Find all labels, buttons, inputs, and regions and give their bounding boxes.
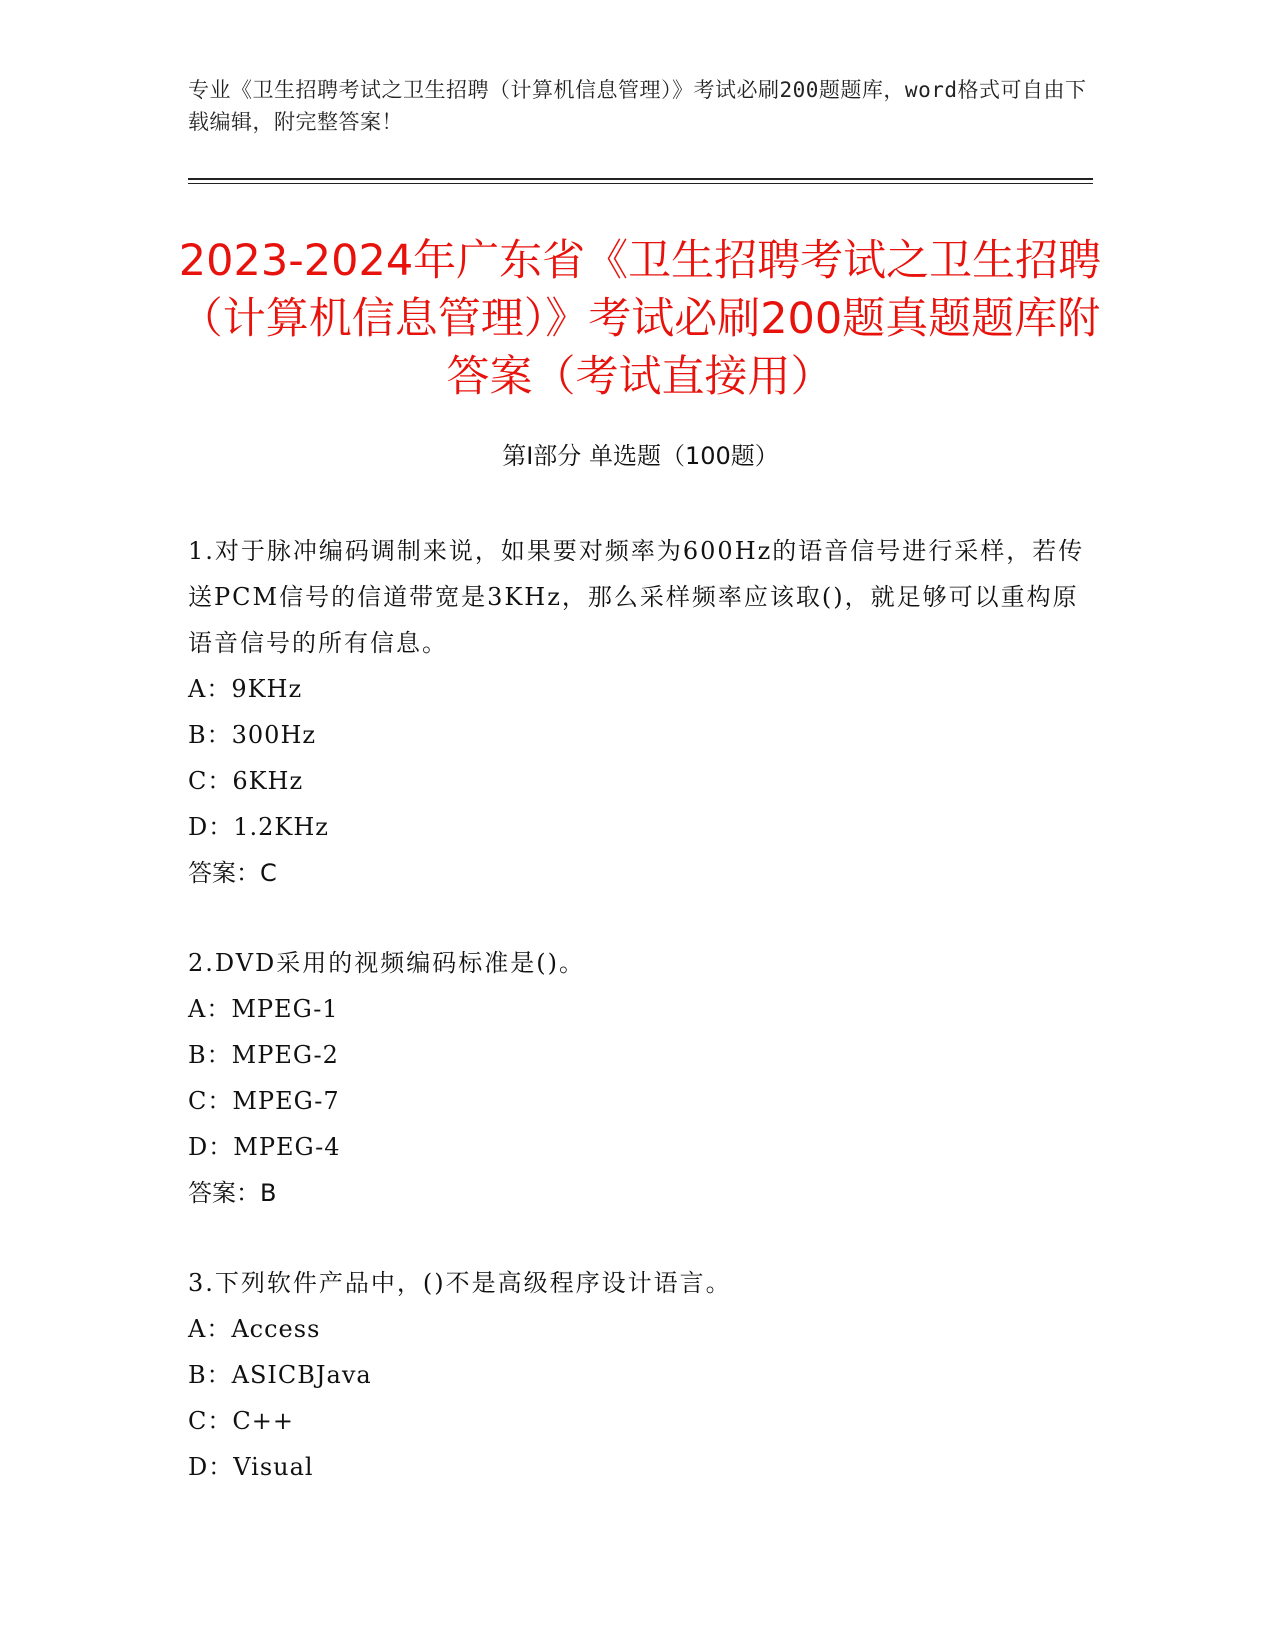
option-b: B：MPEG-2	[188, 1041, 339, 1069]
option-a: A：9KHz	[188, 675, 303, 703]
answer-text: 答案：B	[188, 1179, 277, 1207]
question-item	[188, 1260, 1093, 1490]
option-c: C：6KHz	[188, 767, 304, 795]
option-c: C：MPEG-7	[188, 1087, 340, 1115]
header-rule-bottom	[188, 183, 1093, 184]
header-rule-top	[188, 178, 1093, 180]
option-b: B：300Hz	[188, 721, 317, 749]
section-heading: 第Ⅰ部分 单选题（100题）	[502, 442, 779, 470]
question-stem: 1.对于脉冲编码调制来说，如果要对频率为600Hz的语音信号进行采样，若传送PCM信号的信道带宽是3KHz，那么采样频率应该取()，就足够可以重构原语音信号的所有信息。	[188, 537, 1085, 657]
document-title: 2023-2024年广东省《卫生招聘考试之卫生招聘（计算机信息管理）》考试必刷200题真题题库附答案（考试直接用）	[178, 236, 1102, 402]
option-b: B：ASICBJava	[188, 1361, 372, 1389]
option-a: A：Access	[188, 1315, 321, 1343]
question-stem: 2.DVD采用的视频编码标准是()。	[188, 949, 586, 977]
document-header-note: 专业《卫生招聘考试之卫生招聘（计算机信息管理）》考试必刷200题题库，word格式可自由下载编辑，附完整答案！	[188, 78, 1087, 134]
answer-text: 答案：C	[188, 859, 277, 887]
option-a: A：MPEG-1	[188, 995, 339, 1023]
option-d: D：Visual	[188, 1453, 314, 1481]
question-item	[188, 940, 1093, 1216]
option-c: C：C++	[188, 1407, 294, 1435]
option-d: D：MPEG-4	[188, 1133, 341, 1161]
question-list	[188, 528, 1093, 1534]
question-item	[188, 528, 1093, 896]
question-stem: 3.下列软件产品中，()不是高级程序设计语言。	[188, 1269, 732, 1297]
option-d: D：1.2KHz	[188, 813, 329, 841]
